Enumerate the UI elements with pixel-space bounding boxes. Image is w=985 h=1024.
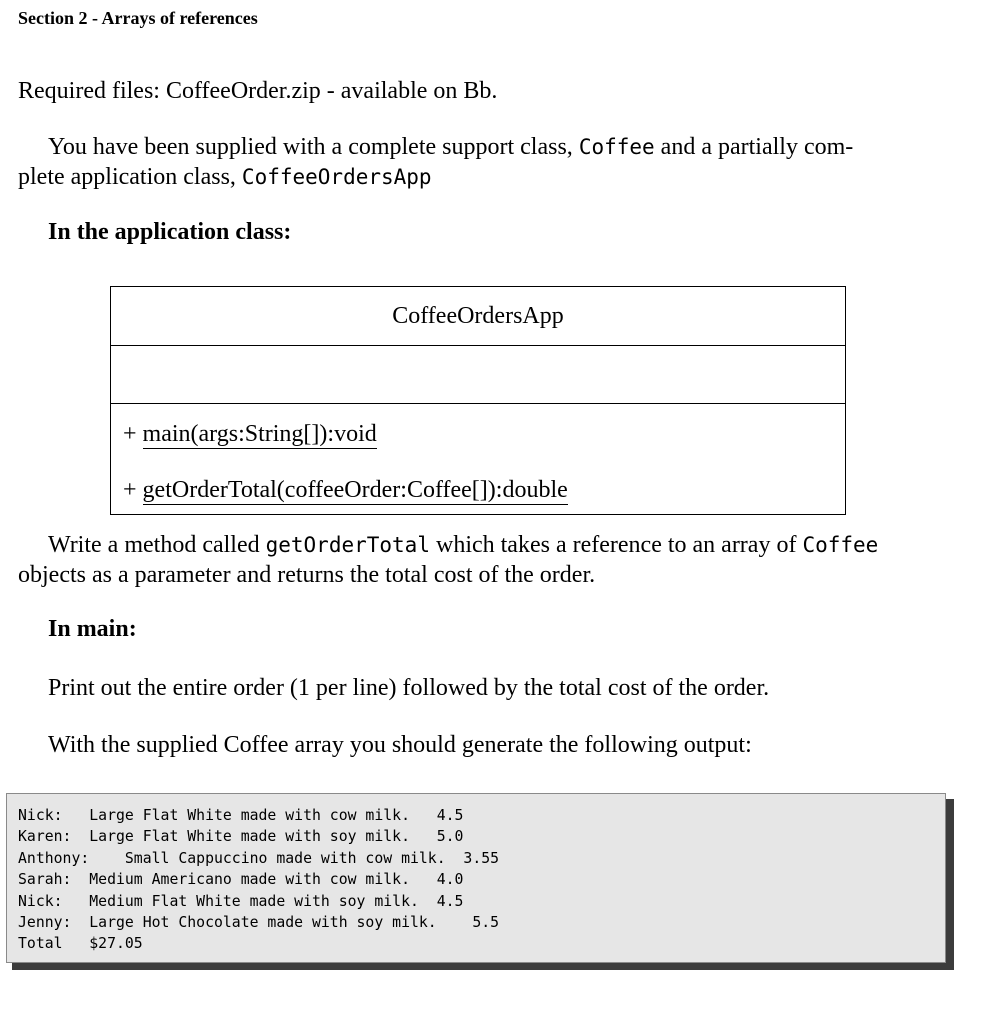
uml-method-get-order-total xyxy=(123,477,568,504)
intro-text: and a partially com- xyxy=(654,134,854,160)
uml-class-name: CoffeeOrdersApp xyxy=(111,287,845,346)
method-desc-text: Write a method called xyxy=(48,532,266,558)
output-instruction: With the supplied Coffee array you should generate the following output: xyxy=(48,732,752,758)
heading-main: In main: xyxy=(48,616,137,642)
uml-method-signature: main(args:String[]):void xyxy=(142,421,377,447)
uml-visibility: + xyxy=(123,421,143,447)
method-desc-line-2: objects as a parameter and returns the total cost of the order. xyxy=(18,562,596,588)
console-total-line: Total $27.05 xyxy=(18,935,143,953)
section-title: Section 2 - Arrays of references xyxy=(18,8,258,28)
intro-line-2 xyxy=(18,162,432,192)
method-code: getOrderTotal xyxy=(265,533,430,557)
uml-class-diagram xyxy=(110,286,846,515)
uml-attributes-section xyxy=(111,345,845,404)
required-files: Required files: CoffeeOrder.zip - available on Bb. xyxy=(18,78,498,104)
console-line: Anthony: Small Cappuccino made with cow milk. 3.55 xyxy=(18,849,500,867)
intro-line-1 xyxy=(48,132,853,162)
intro-text: You have been supplied with a complete support class, xyxy=(48,134,579,160)
coffee-code: Coffee xyxy=(802,533,879,557)
uml-method-signature: getOrderTotal(coffeeOrder:Coffee[]):double xyxy=(142,477,568,503)
console-line: Jenny: Large Hot Chocolate made with soy milk. 5.5 xyxy=(18,914,500,931)
heading-application-class: In the application class: xyxy=(48,219,292,245)
intro-text: plete application class, xyxy=(18,164,242,190)
uml-visibility: + xyxy=(123,477,143,503)
uml-method-main xyxy=(123,421,377,448)
coffee-code: Coffee xyxy=(578,135,655,159)
print-instruction: Print out the entire order (1 per line) followed by the total cost of the order. xyxy=(48,675,770,701)
console-output xyxy=(6,793,946,963)
console-line: Sarah: Medium Americano made with cow milk. 4.0 xyxy=(18,871,464,889)
console-line: Karen: Large Flat White made with soy milk. 5.0 xyxy=(18,828,464,846)
method-desc-line-1 xyxy=(48,530,878,560)
method-desc-text: which takes a reference to an array of xyxy=(429,532,803,558)
app-class-code: CoffeeOrdersApp xyxy=(241,165,432,189)
console-line: Nick: Large Flat White made with cow milk. 4.5 xyxy=(18,807,464,824)
console-line: Nick: Medium Flat White made with soy milk. 4.5 xyxy=(18,892,464,910)
